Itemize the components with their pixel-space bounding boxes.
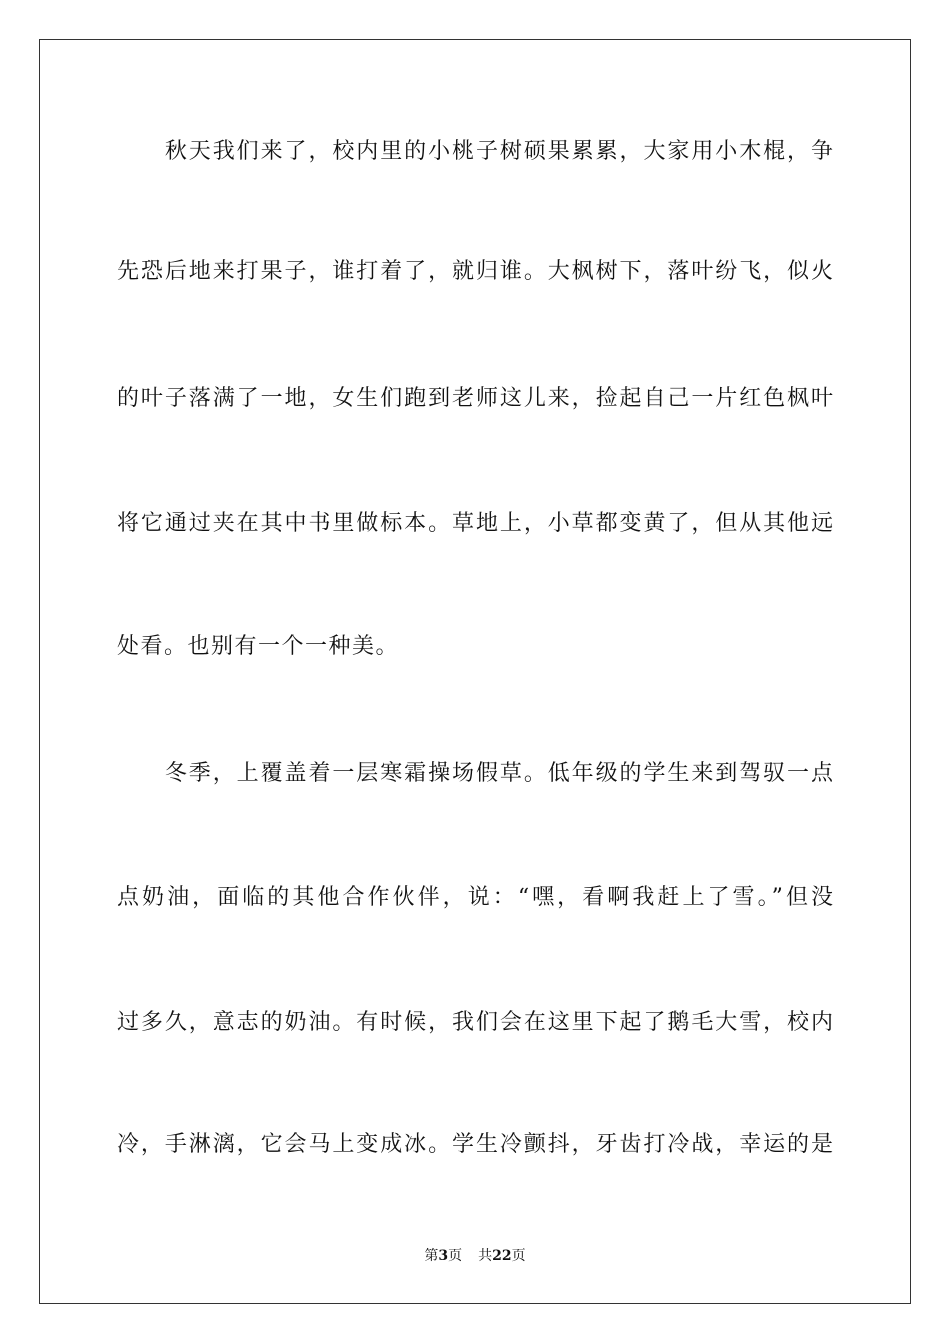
paragraph-line: 先恐后地来打果子，谁打着了，就归谁。大枫树下，落叶纷飞，似火	[117, 259, 833, 284]
page-prefix: 第	[424, 1248, 439, 1264]
page-footer	[0, 1246, 950, 1266]
paragraph-line: 点奶油，面临的其他合作伙伴，说：“嘿，看啊我赶上了雪。”但没	[117, 885, 833, 910]
current-page-number: 3	[438, 1248, 449, 1264]
total-suffix: 页	[511, 1248, 526, 1264]
paragraph-line: 将它通过夹在其中书里做标本。草地上，小草都变黄了，但从其他远	[117, 511, 833, 536]
paragraph-line: 秋天我们来了，校内里的小桃子树硕果累累，大家用小木棍，争	[117, 139, 833, 164]
paragraph-line: 的叶子落满了一地，女生们跑到老师这儿来，捡起自己一片红色枫叶	[117, 386, 833, 411]
paragraph-line: 冷，手淋漓，它会马上变成冰。学生冷颤抖，牙齿打冷战，幸运的是	[117, 1132, 833, 1157]
paragraph-line: 处看。也别有一个一种美。	[117, 634, 400, 659]
total-prefix: 共	[478, 1248, 493, 1264]
paragraph-line: 过多久，意志的奶油。有时候，我们会在这里下起了鹅毛大雪，校内	[117, 1010, 833, 1035]
page-suffix: 页	[448, 1248, 463, 1264]
paragraph-line: 冬季，上覆盖着一层寒霜操场假草。低年级的学生来到驾驭一点	[117, 761, 833, 786]
total-pages-number: 22	[492, 1248, 512, 1264]
page-border	[39, 39, 911, 1304]
